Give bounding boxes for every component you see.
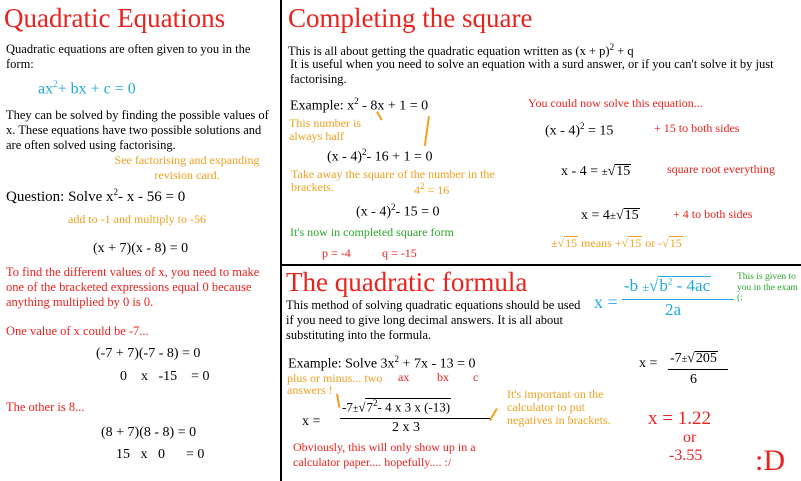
solve-now-note: You could now solve this equation...: [528, 96, 703, 110]
coef-c: c: [473, 370, 479, 384]
qf-simp-denominator: 6: [690, 372, 697, 387]
cts-title: Completing the square: [288, 3, 533, 33]
qf-example: Example: Solve $3x^2 + 7x - 13 = 0$: [288, 354, 476, 372]
completed-form-note: It's now in completed square form: [290, 225, 454, 239]
qf-simp-lhs: x =: [639, 356, 658, 371]
obvious-note: Obviously, this will only show up in a calculator paper.... hopefully.... :/: [293, 440, 476, 469]
take-away-note: Take away the square of the number in the brackets.: [291, 167, 495, 194]
cts-solve-step3: x = 4±√15: [581, 208, 639, 223]
answer-1: x = 1.22: [648, 408, 711, 429]
qf-description: This method of solving quadratic equations should be used if you need to give long decimal answers. It is all about substituting into the formula.: [286, 298, 581, 342]
plus-minus-note: plus or minus... two answers !: [287, 371, 383, 397]
cts-step1-note: + 15 to both sides: [654, 121, 740, 135]
qf-formula-denominator: 2a: [665, 300, 682, 319]
divider-left: [280, 0, 282, 481]
solve-description: They can be solved by finding the possible values of x. These equations have two possible solutions and are often solved using factorising.: [6, 108, 269, 152]
answer-or: or: [683, 429, 697, 446]
given-note: This is given to you in the exam (:: [737, 272, 798, 303]
qf-sub-fraction-bar: [340, 418, 492, 419]
divider-horizontal: [282, 264, 801, 266]
cts-intro: This is all about getting the quadratic equation written as $(x + p)^2 + q$: [288, 42, 634, 59]
coef-b: bx: [437, 370, 449, 384]
value1-text: One value of x could be -7...: [6, 324, 149, 338]
p-value: p = -4: [322, 246, 351, 260]
coef-a: ax: [398, 370, 410, 384]
value2-text: The other is 8...: [6, 400, 85, 414]
calc-note: It's important on the calculator to put negatives in brackets.: [507, 387, 611, 427]
factorising-note: See factorising and expanding revision card.: [114, 153, 260, 182]
qf-simp-fraction-bar: [668, 369, 728, 370]
calc-arrow: [489, 408, 498, 421]
plus-minus-means: ±√15 means +√15 or -√15: [551, 236, 682, 250]
qf-title: The quadratic formula: [286, 267, 528, 297]
cts-example: Example: $x^2 - 8x + 1 = 0$: [290, 96, 429, 114]
explanation: To find the different values of x, you need to make one of the bracketed expressions equal 0 because anything multiplied by 0 is 0.: [6, 265, 260, 309]
cts-solve-step2: x - 4 = ±√15: [561, 164, 631, 179]
cts-step1: (x - 4)$^2$- 16 + 1 = 0: [327, 147, 433, 165]
qf-sub-lhs: x =: [302, 414, 321, 429]
check1-line1: (-7 + 7)(-7 - 8) = 0: [96, 346, 201, 361]
left-intro: Quadratic equations are often given to you in the form:: [6, 42, 251, 71]
answer-2: -3.55: [669, 447, 703, 464]
general-form: $ax^2+$ bx + c = 0: [38, 79, 136, 98]
qf-sub-numerator: $-7\pm√7^2-$ 4 x 3 x (-13): [342, 398, 451, 415]
qf-simp-numerator: -7±√205: [670, 351, 717, 366]
check2-line1: (8 + 7)(8 - 8) = 0: [101, 425, 197, 440]
hint: add to -1 and multiply to -56: [68, 212, 206, 226]
qf-formula-numerator: $-b \pm√b^2 - 4ac$: [624, 276, 711, 295]
four-squared: $4^2 = 16$: [414, 181, 450, 197]
check1-line2: 0 x -15 = 0: [120, 369, 210, 384]
half-arrow-2: [424, 116, 430, 146]
left-title: Quadratic Equations: [4, 3, 226, 33]
half-note: This number is always half: [289, 116, 361, 143]
cts-useful: It is useful when you need to solve an equation with a surd answer, or if you can't solve it by just factorising.: [290, 57, 774, 86]
cts-step2: (x - 4)$^2$- 15 = 0: [356, 202, 440, 220]
qf-sub-denominator: 2 x 3: [392, 420, 420, 435]
smiley: :D: [755, 444, 785, 477]
qf-formula-lhs: x =: [594, 292, 618, 312]
factored-equation: (x + 7)(x - 8) = 0: [93, 241, 189, 256]
question: Question: Solve $x^2-$ x - 56 = 0: [6, 187, 186, 205]
check2-line2: 15 x 0 = 0: [116, 447, 205, 462]
cts-solve-step1: (x - 4)$^2$ = 15: [545, 121, 614, 139]
q-value: q = -15: [382, 246, 417, 260]
cts-step3-note: + 4 to both sides: [673, 207, 753, 221]
cts-step2-note: square root everything: [667, 162, 775, 176]
